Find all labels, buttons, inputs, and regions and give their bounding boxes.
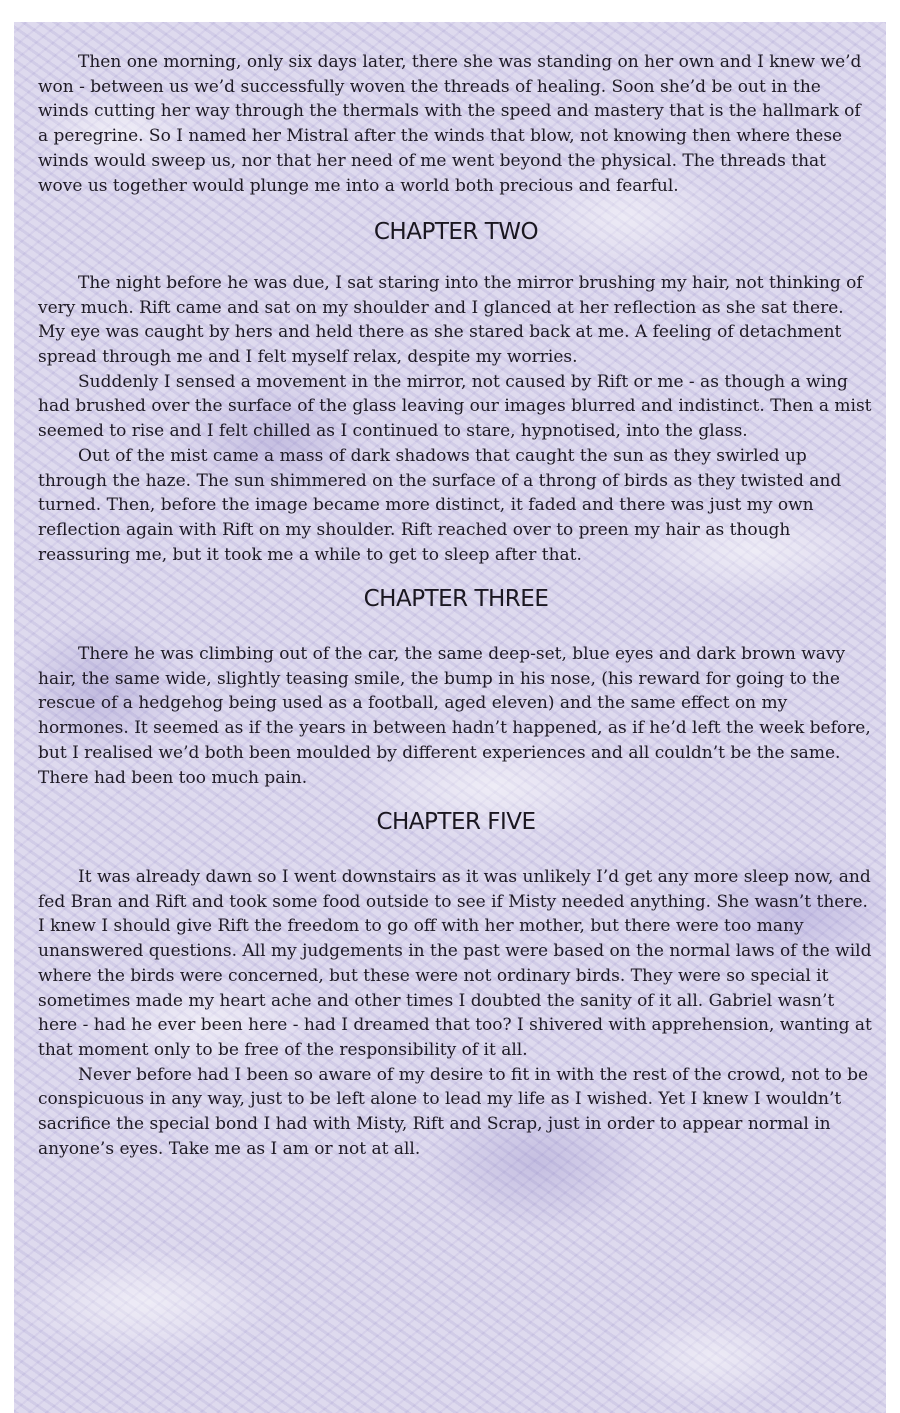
chapter-heading: CHAPTER THREE xyxy=(363,586,549,613)
paragraph: Out of the mist came a mass of dark shadows that caught the sun as they swirled up through the haze. The sun shimmered on the surface of a throng of birds as they twisted and turned. Then, before the image became more distinct, it faded and there was just my own reflection again with Rift on my shoulder. Rift reached over to preen my hair as though reassuring me, but it took me a while to get to sleep after that. xyxy=(38,445,842,565)
paragraph: Suddenly I sensed a movement in the mirror, not caused by Rift or me - as though a wing had brushed over the surface of the glass leaving our images blurred and indistinct. Then a mist seemed to rise and I felt chilled as I continued to stare, hypnotised, into the glass. xyxy=(38,371,872,442)
chapter-three-section xyxy=(38,587,874,790)
paragraph: Never before had I been so aware of my desire to fit in with the rest of the crowd, not to be conspicuous in any way, just to be left alone to lead my life as I wished. Yet I knew I wouldn’t sacrifice the special bond I had with Misty, Rift and Scrap, just in order to appear normal in anyone’s eyes. Take me as I am or not at all. xyxy=(38,1064,869,1159)
chapter-five-section xyxy=(38,810,874,1161)
paragraph: The night before he was due, I sat staring into the mirror brushing my hair, not thinking of very much. Rift came and sat on my shoulder and I glanced at her reflection as she sat there. My eye was caught by hers and held there as she stared back at me. A feeling of detachment spread through me and I felt myself relax, despite my worries. xyxy=(38,272,863,368)
paragraph: There he was climbing out of the car, the same deep-set, blue eyes and dark brown wavy hair, the same wide, slightly teasing smile, the bump in his nose, (his reward for going to the rescue of a hedgehog being used as a football, aged eleven) and the same effect on my hormones. It seemed as if the years in between hadn’t happened, as if he’d left the week before, but I realised we’d both been moulded by different experiences and all couldn’t be the same. There had been too much pain. xyxy=(38,644,871,788)
chapter-two-section xyxy=(38,220,874,567)
chapter-heading: CHAPTER TWO xyxy=(373,219,539,246)
book-page xyxy=(38,50,874,1161)
paragraph: It was already dawn so I went downstairs as it was unlikely I’d get any more sleep now, and fed Bran and Rift and took some food outside to see if Misty needed anything. She wasn’t there. I knew I should give Rift the freedom to go off with her mother, but there were too many unanswered questions. All my judgements in the past were based on the normal laws of the wild where the birds were concerned, but these were not ordinary birds. They were so special it sometimes made my heart ache and other times I doubted the sanity of it all. Gabriel wasn’t here - had he ever been here - had I dreamed that too? I shivered with apprehension, wanting at that moment only to be free of the responsibility of it all. xyxy=(38,866,872,1060)
paragraph: Then one morning, only six days later, there she was standing on her own and I knew we’d won - between us we’d successfully woven the threads of healing. Soon she’d be out in the winds cutting her way through the thermals with the speed and mastery that is the hallmark of a peregrine. So I named her Mistral after the winds that blow, not knowing then where these winds would sweep us, nor that her need of me went beyond the physical. The threads that wove us together would plunge me into a world both precious and fearful. xyxy=(38,52,862,196)
chapter-heading: CHAPTER FIVE xyxy=(376,809,536,836)
intro-section xyxy=(38,50,874,198)
